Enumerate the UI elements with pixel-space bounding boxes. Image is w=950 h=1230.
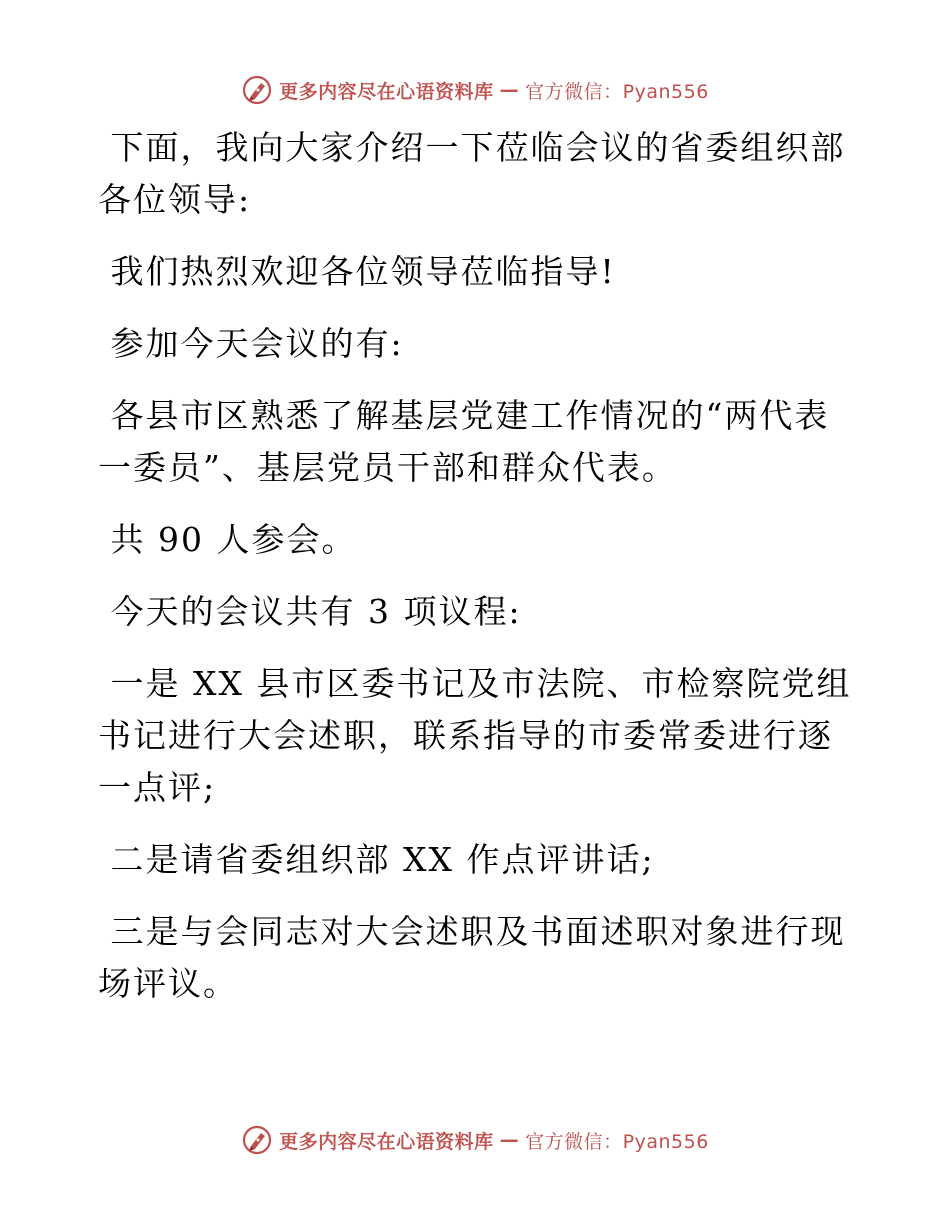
watermark-wechat: 官方微信：Pyan556 — [525, 1130, 709, 1153]
paragraph: 参加今天会议的有: — [98, 324, 404, 363]
watermark-separator: — — [499, 1129, 520, 1151]
paragraph: 我们热烈欢迎各位领导莅临指导! — [98, 252, 616, 291]
paragraph: 下面，我向大家介绍一下莅临会议的省委组织部各位领导: — [98, 128, 846, 219]
header-watermark — [0, 74, 950, 106]
paragraph: 三是与会同志对大会述职及书面述职对象进行现场评议。 — [98, 912, 846, 1003]
watermark-brand: 更多内容尽在心语资料库 — [279, 1130, 494, 1153]
paragraph: 今天的会议共有 3 项议程: — [98, 592, 522, 631]
watermark-separator: — — [499, 79, 520, 101]
watermark-brand: 更多内容尽在心语资料库 — [279, 80, 494, 103]
paragraph: 一是 XX 县市区委书记及市法院、市检察院党组书记进行大会述职，联系指导的市委常委进行逐一点评; — [98, 664, 852, 807]
document-body — [98, 122, 858, 1030]
watermark-wechat: 官方微信：Pyan556 — [525, 80, 709, 103]
paragraph: 各县市区熟悉了解基层党建工作情况的“两代表一委员”、基层党员干部和群众代表。 — [98, 396, 830, 487]
footer-watermark — [0, 1124, 950, 1156]
pen-nib-logo-icon — [241, 74, 273, 106]
pen-nib-logo-icon — [241, 1124, 273, 1156]
paragraph: 二是请省委组织部 XX 作点评讲话; — [98, 840, 655, 879]
paragraph: 共 90 人参会。 — [98, 520, 357, 559]
